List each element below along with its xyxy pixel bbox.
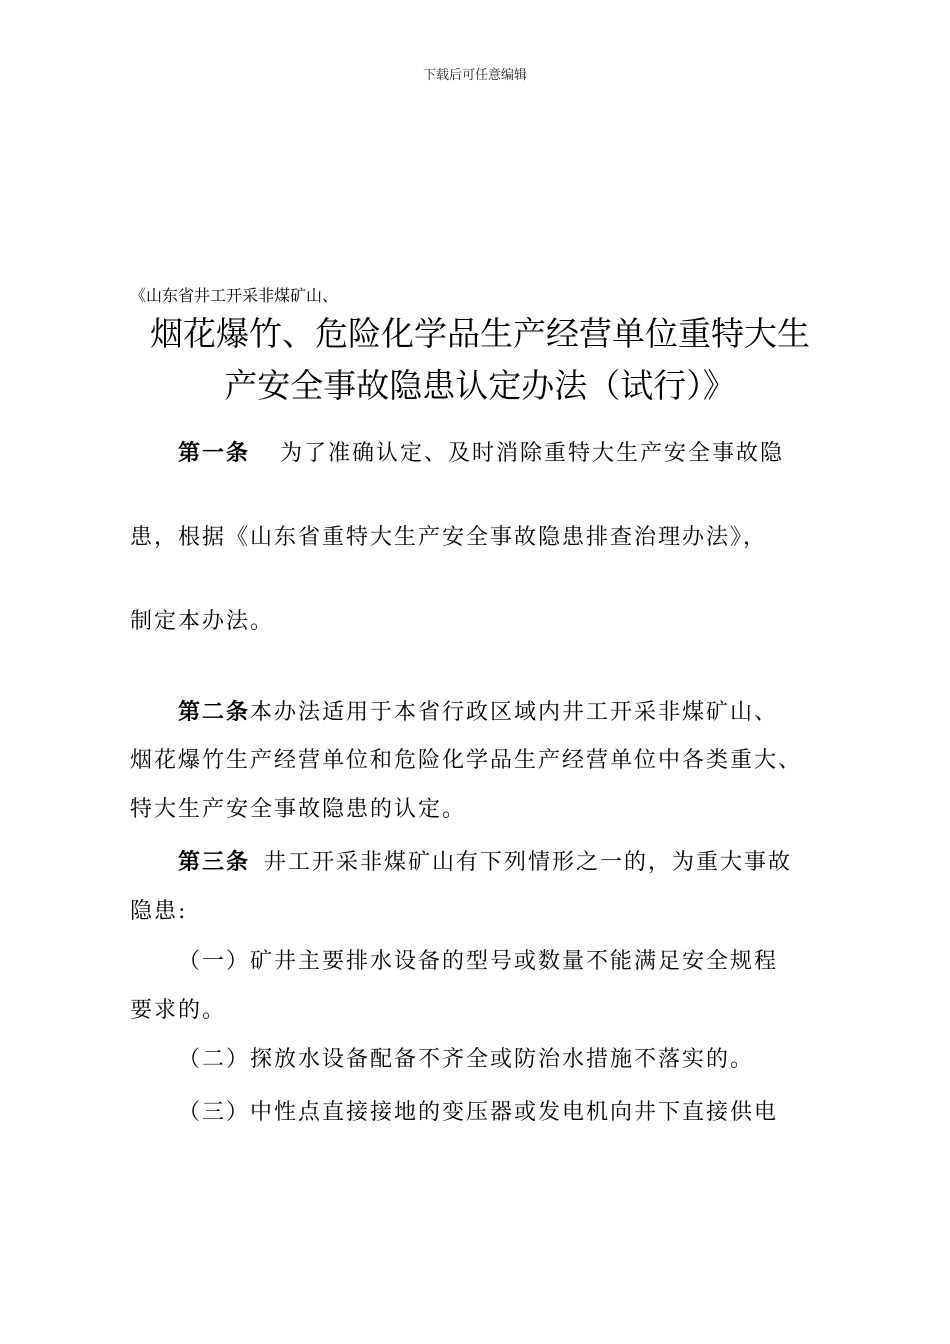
article-2-line-1: [178, 695, 888, 726]
document-title: [100, 308, 860, 412]
title-line-1: 烟花爆竹、危险化学品生产经营单位重特大生: [150, 314, 810, 353]
article-1-line-3: 制定本办法。: [130, 609, 275, 634]
article-2-label: 第二条: [178, 699, 251, 725]
article-2-line-2: 烟花爆竹生产经营单位和危险化学品生产经营单位中各类重大、: [130, 748, 803, 773]
article-2-text-1: 本办法适用于本省行政区域内井工开采非煤矿山、: [250, 700, 779, 725]
page-header: 下载后可任意编辑: [422, 68, 527, 83]
article-3-line-1: [178, 845, 888, 876]
article-1-line-2: 患，根据《山东省重特大生产安全事故隐患排查治理办法》，: [130, 525, 768, 550]
item-2: （二）探放水设备配备不齐全或防治水措施不落实的。: [178, 1047, 755, 1072]
article-1-text-1: 为了准确认定、及时消除重特大生产安全事故隐: [280, 441, 785, 466]
article-3-text-1: 井工开采非煤矿山有下列情形之一的，为重大事故: [264, 850, 793, 875]
article-3-label: 第三条: [178, 849, 251, 875]
item-1-line-2: 要求的。: [130, 998, 227, 1023]
article-1-line-1: [178, 436, 888, 467]
article-1-label: 第一条: [178, 440, 251, 466]
article-3-line-2: 隐患:: [130, 899, 188, 924]
article-2-line-3: 特大生产安全事故隐患的认定。: [130, 797, 467, 822]
title-prefix: 《山东省井工开采非煤矿山、: [130, 286, 339, 305]
item-1-line-1: （一）矿井主要排水设备的型号或数量不能满足安全规程: [178, 949, 779, 974]
item-3-line-1: （三）中性点直接接地的变压器或发电机向井下直接供电: [178, 1100, 779, 1125]
title-line-2: 产安全事故隐患认定办法（试行）》: [224, 366, 736, 405]
